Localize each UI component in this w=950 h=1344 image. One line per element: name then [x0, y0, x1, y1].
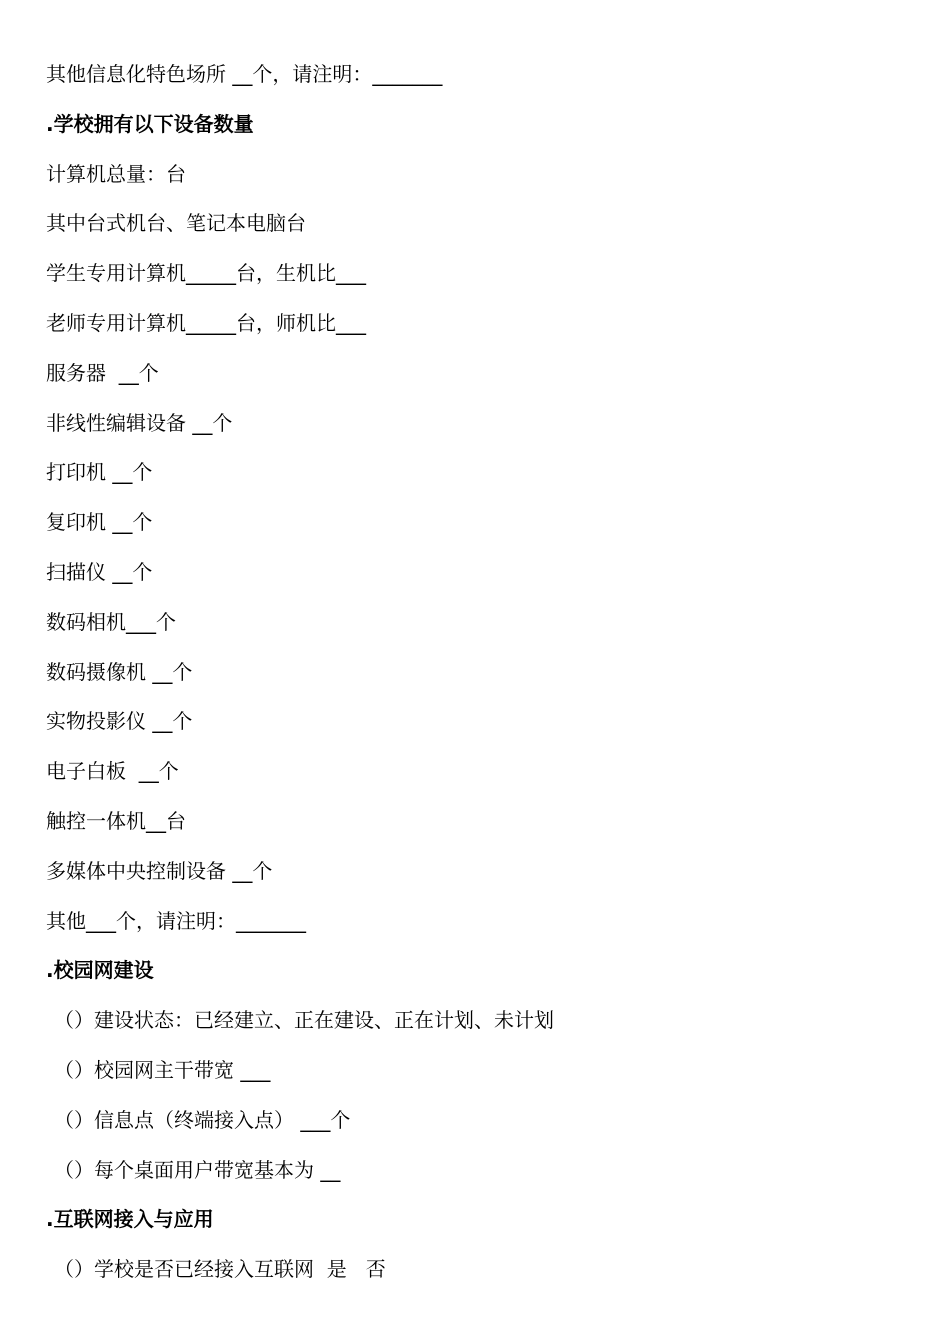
text-line-whiteboards: 电子白板 __个: [46, 759, 179, 784]
text-line-info-points: （）信息点（终端接入点） ___个: [54, 1107, 351, 1132]
section-heading-campus-network: .校园网建设: [46, 958, 154, 983]
text-line-copiers: 复印机 __个: [46, 510, 153, 535]
section-heading-equipment: .学校拥有以下设备数量: [46, 111, 254, 136]
text-line-backbone-bandwidth: （）校园网主干带宽 ___: [54, 1057, 271, 1082]
text-line-computer-total: 计算机总量：台: [46, 161, 186, 186]
text-line-desktop-laptop: 其中台式机台、笔记本电脑台: [46, 211, 306, 236]
text-line-build-status: （）建设状态：已经建立、正在建设、正在计划、未计划: [54, 1008, 554, 1033]
text-line-touch-allinone: 触控一体机__台: [46, 808, 186, 833]
text-line-servers: 服务器 __个: [46, 360, 159, 385]
text-line-digital-cameras: 数码相机___个: [46, 609, 176, 634]
document-page: [46, 56, 906, 1301]
text-line-student-computers: 学生专用计算机_____台，生机比___: [46, 261, 366, 286]
text-line-internet-connected: （）学校是否已经接入互联网 是 否: [54, 1257, 386, 1282]
text-line-scanners: 扫描仪 __个: [46, 559, 153, 584]
text-line-visualizers: 实物投影仪 __个: [46, 709, 193, 734]
text-line-other-facilities: 其他信息化特色场所 __个，请注明：_______: [46, 62, 443, 86]
text-line-other-equipment: 其他___个，请注明：_______: [46, 908, 306, 933]
text-line-camcorders: 数码摄像机 __个: [46, 659, 193, 684]
text-line-nonlinear-editing: 非线性编辑设备 __个: [46, 410, 233, 435]
section-heading-internet: .互联网接入与应用: [46, 1207, 214, 1232]
text-line-av-control: 多媒体中央控制设备 __个: [46, 858, 273, 883]
text-line-desktop-bandwidth: （）每个桌面用户带宽基本为 __: [54, 1157, 341, 1182]
text-line-printers: 打印机 __个: [46, 460, 153, 485]
text-line-teacher-computers: 老师专用计算机_____台，师机比___: [46, 310, 366, 335]
